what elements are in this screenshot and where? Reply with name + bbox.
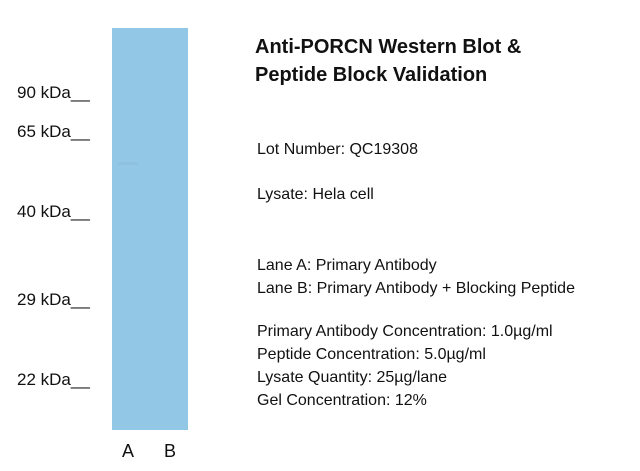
- lane-a-description: Lane A: Primary Antibody: [257, 257, 437, 274]
- title-line-1: Anti-PORCN Western Blot &: [255, 36, 522, 58]
- marker-40-kda: 40 kDa__: [17, 202, 90, 221]
- lane-b-description: Lane B: Primary Antibody + Blocking Peptide: [257, 280, 575, 297]
- peptide-concentration: Peptide Concentration: 5.0µg/ml: [257, 346, 486, 363]
- lane-label-a: A: [122, 441, 135, 461]
- marker-90-kda: 90 kDa__: [17, 83, 90, 102]
- marker-65-kda: 65 kDa__: [17, 122, 90, 141]
- marker-29-kda: 29 kDa__: [17, 290, 90, 309]
- lysate-quantity: Lysate Quantity: 25µg/lane: [257, 369, 448, 386]
- lot-number: Lot Number: QC19308: [257, 141, 418, 158]
- gel-concentration: Gel Concentration: 12%: [257, 392, 427, 409]
- page-title: [255, 33, 521, 89]
- lane-label-b: B: [164, 441, 177, 461]
- blot-membrane: [112, 28, 188, 430]
- title-line-2: Peptide Block Validation: [255, 64, 488, 86]
- faint-band: [118, 162, 138, 165]
- lysate: Lysate: Hela cell: [257, 186, 374, 203]
- primary-antibody-concentration: Primary Antibody Concentration: 1.0µg/ml: [257, 323, 553, 340]
- marker-22-kda: 22 kDa__: [17, 370, 90, 389]
